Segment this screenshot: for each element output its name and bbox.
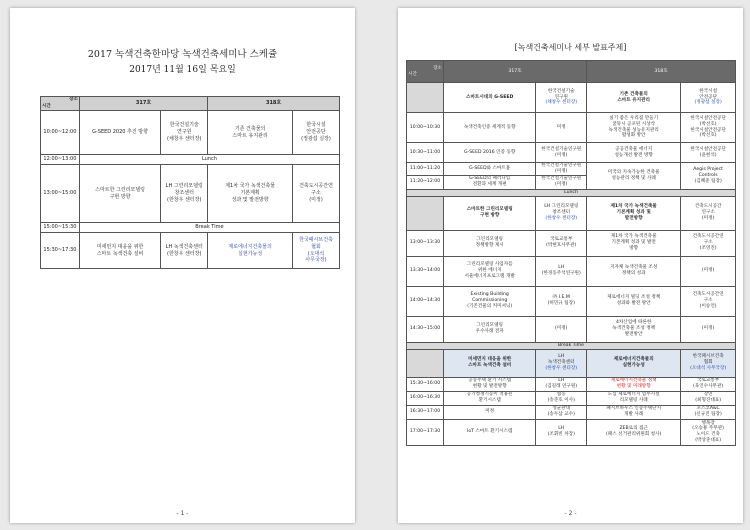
session-org: 한국패시브건축 협회 (오대석 사무국장) bbox=[681, 349, 736, 377]
place-time-header: 장소 시간 bbox=[407, 61, 444, 83]
room-317-header: 317호 bbox=[79, 97, 207, 111]
table-row bbox=[41, 155, 340, 165]
session-org: LH 녹색건축센터 (한창우 센터장) bbox=[536, 349, 587, 377]
topic-cell: 스마트한 그린리모델링 구현 방향 bbox=[79, 165, 160, 223]
topic-cell: 제1차 국가 녹색건축물 기본계획 성과 및 발전방향 bbox=[208, 165, 293, 223]
table-row: 16:00~16:30 공기청정기능이 적용된 환기시스템 협동 (송준호 이사) 도심 제로에너지 업무시설 리모델링 사례 장연 (최형진대표) bbox=[407, 391, 736, 405]
org-cell: 건축도시공간연 구소 (미정) bbox=[293, 165, 340, 223]
page-number: - 1 - bbox=[176, 510, 189, 517]
room-318-header: 318호 bbox=[208, 97, 340, 111]
session-org: 한국건설기술 연구원 (채창우 센터장) bbox=[536, 83, 587, 113]
session-title: 기존 건축물의 스마트 유지관리 bbox=[587, 83, 681, 113]
table-row: 11:00~11:20 G-SEED와 스마트홈 한국건설기술연구원 (미정) 미국의 지속가능한 건축물 성능관리 정책 및 사례 Aegis Project Controls (김혜준 팀장) bbox=[407, 163, 736, 176]
table-row: 14:00~14:30 Existing Building Commissioning (기존건물의 커미셔닝) ㈜ I.E.M (허민규 팀장) 제로에너지 빌딩 조성 정책 성과와 발전 방안 건축도시공간연 구소 (이승언) bbox=[407, 286, 736, 316]
page-title: 2017 녹색건축한마당 녹색건축세미나 스케쥴 bbox=[87, 49, 278, 60]
table-row: 15:30~16:00 공동주택 환기 시스템 현황 및 발전방향 LH (김길래 연구원) 제로에너지건축물 정책 현황 및 미래방향 국토교통부 (육인수사무관) bbox=[407, 377, 736, 391]
table-row bbox=[41, 111, 340, 155]
org-cell: LH 그린리모델링 창조센터 (한창우 센터장) bbox=[161, 165, 208, 223]
time-cell: 10:00~12:00 bbox=[41, 111, 80, 155]
session-org: LH 그린리모델링 창조센터 (한창우 센터장) bbox=[536, 196, 587, 230]
session-org: 건축도시공간 연구소 (미정) bbox=[681, 196, 736, 230]
detail-table bbox=[406, 60, 736, 446]
table-row: 16:30~17:00 미정 성균관대 (송두삼 교수) 패시브하우스 인증주택단지 개발 사례 포스코A&C (신규진 팀장) bbox=[407, 405, 736, 419]
org-cell: 한국건설기술 연구원 (채창우 센터장) bbox=[161, 111, 208, 155]
topic-cell: 기존 건축물의 스마트 유지관리 bbox=[208, 111, 293, 155]
topic-cell: G-SEED 2020 추진 방향 bbox=[79, 111, 160, 155]
time-cell: 15:30~17:30 bbox=[41, 233, 80, 269]
room-317-header: 317호 bbox=[443, 61, 586, 83]
table-row bbox=[41, 165, 340, 223]
session-org: 한국시설 안전공단 (정광섭 실장) bbox=[681, 83, 736, 113]
break-row: Break Time bbox=[407, 342, 736, 349]
page-title: [녹색건축세미나 세부 발표주제] bbox=[514, 43, 627, 52]
lunch-row: Lunch bbox=[407, 189, 736, 196]
table-row: 17:00~17:30 IoT 스마트 환기시스템 LH (조휘빈 차장) ZEB로의 접근 (패스 선거관리위원회 청사) 행목장 (오승룡 주무관) 노이드 건축 (박상준대표) bbox=[407, 419, 736, 445]
table-row: 13:30~14:00 그린리모델링 사업자를 위한 에너지 서울에너지프로그램 개발 LH (한경동주석연구원) 지자체 녹색건축물 조성 정책의 성과 (미정) bbox=[407, 256, 736, 286]
time-cell: 15:00~15:30 bbox=[41, 223, 80, 233]
table-row: 11:20~12:00 G-SEED의 패러다임 전환과 세계 개편 한국건설기술연구원 (미정) bbox=[407, 175, 736, 189]
topic-cell: 제로에너지건축물의 실현가능성 bbox=[208, 233, 293, 269]
place-time-header: 장소 시간 bbox=[42, 97, 78, 109]
session-title: 스마트한 그린리모델링 구현 방향 bbox=[443, 196, 535, 230]
org-cell: LH 녹색건축센터 (한창우 센터장) bbox=[161, 233, 208, 269]
time-cell: 13:00~15:00 bbox=[41, 165, 80, 223]
lunch-cell: Lunch bbox=[79, 155, 339, 165]
table-row: 10:30~11:00 G-SEED 2016 인증 동향 한국건설기술연구원 (미정) 공공건축물 에너지 성능개선 발전 방향 한국시설안전공단 (윤현석) bbox=[407, 143, 736, 163]
table-row bbox=[41, 233, 340, 269]
table-row: 13:00~13:30 그린리모델링 정책방향 제시 국토교통부 (박현호사무관) 제1차 국가 녹색건축물 기본계획 성과 및 발전 방향 건축도시공간연 구소 (조영진) bbox=[407, 230, 736, 256]
page-1 bbox=[10, 8, 355, 523]
room-318-header: 318호 bbox=[587, 61, 736, 83]
page-subtitle: 2017년 11월 16일 목요일 bbox=[129, 65, 236, 75]
table-row bbox=[41, 223, 340, 233]
session-title: 미세먼지 대응을 위한 스마트 녹색건축 설비 bbox=[443, 349, 535, 377]
topic-cell: 미세먼지 대응을 위한 스마트 녹색건축 설비 bbox=[79, 233, 160, 269]
session-title: 제1차 국가 녹색건축물 기본계획 성과 및 발전방향 bbox=[587, 196, 681, 230]
time-cell: 12:00~13:00 bbox=[41, 155, 80, 165]
session-title: 스마트시대의 G-SEED bbox=[443, 83, 535, 113]
table-row: 10:00~10:30 녹색건축인증 세계적 동향 미정 실기 좋은 우리집 만들기 굴뚝시 공포된 시상삭 녹색건축물 성능유지관리 활성화 방안 한국시설안전공단 (박선호) 한국시설안전공단 (박선호) bbox=[407, 113, 736, 143]
org-cell: 한국패시브건축 협회 (오대석 사무국장) bbox=[293, 233, 340, 269]
org-cell: 한국시설 안전공단 (정광섭 실장) bbox=[293, 111, 340, 155]
page-number: - 2 - bbox=[564, 510, 577, 517]
session-title: 제로에너지건축물의 실현가능성 bbox=[587, 349, 681, 377]
schedule-table bbox=[40, 96, 340, 269]
break-cell: Break Time bbox=[79, 223, 339, 233]
table-row: 14:30~15:00 그린리모델링 우수사례 전파 (미정) 4차산업에 따른한 녹색건축물 조성 정책 발전방안 (미정) bbox=[407, 316, 736, 342]
page-2 bbox=[398, 8, 743, 523]
